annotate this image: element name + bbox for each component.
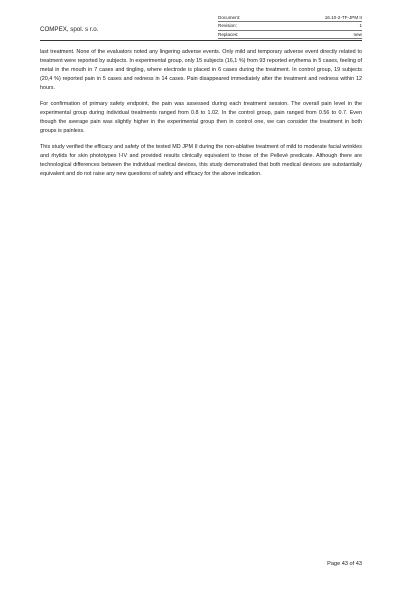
meta-label: Revision: bbox=[218, 23, 237, 29]
meta-label: Replaces: bbox=[218, 31, 239, 37]
meta-value: new bbox=[353, 31, 362, 37]
meta-value: 16.10-2-TF-JPM II bbox=[324, 15, 362, 20]
meta-row-document bbox=[218, 14, 362, 22]
document-meta-table bbox=[218, 14, 362, 39]
header-rule bbox=[40, 40, 362, 41]
body-text bbox=[40, 48, 362, 186]
paragraph: This study verified the efficacy and safety of the tested MD JPM II during the non-ablative treatment of mild to moderate facial wrinkles and rhytids for skin phototypes I-IV and provided results clinically equivalent to those of the Pellevé predicate. Although there are technological differences between the individual medical devices, this study demonstrated that both medical devices are substantially equivalent and do not raise any new questions of safety and efficacy for the above indication. bbox=[40, 144, 362, 177]
paragraph: For confirmation of primary safety endpoint, the pain was assessed during each treatment session. The overall pain level in the experimental group during individual treatments ranged from 0.8 to 1.02. In the control group, pain ranged from 0.56 to 0.7. Even though the average pain was slightly higher in the experimental group then in control one, we can consider the treatment in both groups is painless. bbox=[40, 101, 362, 134]
company-name: COMPEX, spol. s r.o. bbox=[40, 26, 99, 33]
meta-row-revision bbox=[218, 22, 362, 30]
meta-row-replaces bbox=[218, 31, 362, 39]
meta-label: Document: bbox=[218, 15, 241, 20]
meta-value: 1 bbox=[359, 23, 362, 29]
page-number: Page 43 of 43 bbox=[327, 561, 362, 567]
page-header bbox=[40, 12, 362, 42]
paragraph: last treatment. None of the evaluators noted any lingering adverse events. Only mild and temporary adverse event directly related to treatment were reported by subjects. In experimental group, only 15 subjects (16,1 %) from 93 reported erythema in 5 cases, feeling of metal in the mouth in 7 cases and tingling, where electrode is placed in 6 cases during the treatment. In control group, 19 subjects (20,4 %) reported pain in 5 cases and redness in 14 cases. Pain disappeared immediately after the treatment and redness within 12 hours. bbox=[40, 49, 362, 91]
